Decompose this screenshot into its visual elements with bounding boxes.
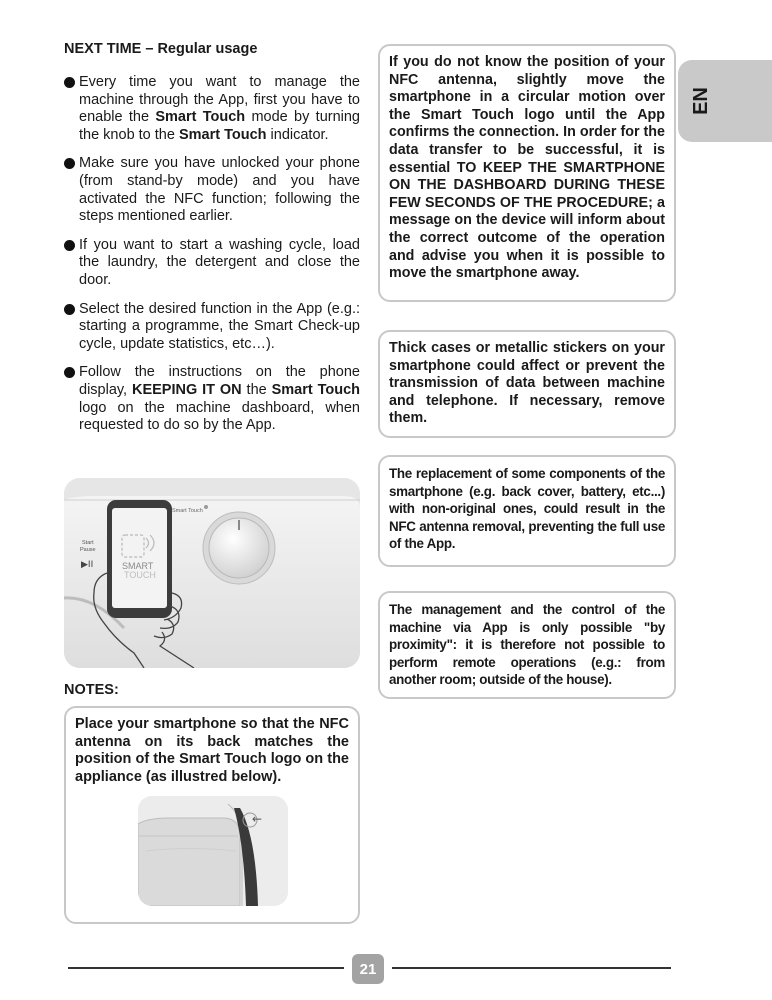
bullet-dot-icon (64, 237, 79, 290)
language-tab (678, 60, 772, 142)
info-box-text: The replacement of some components of the smartphone (e.g. back cover, battery, etc...) with non-original ones, could result in the NFC antenna removal, preventing the full use of the App. (389, 466, 665, 552)
arrow-icon: ← (252, 812, 263, 826)
bullet-text: Make sure you have unlocked your phone (from stand-by mode) and you have activated the NFC function; following the steps mentioned earlier. (79, 155, 360, 225)
bullet-dot-icon (64, 364, 79, 434)
bullet-item (64, 155, 360, 225)
section-heading: NEXT TIME – Regular usage (64, 41, 258, 57)
note-text: Place your smartphone so that the NFC antenna on its back matches the position of the Smart Touch logo on the appliance (as illustred below). (75, 716, 349, 785)
bullet-text: If you want to start a washing cycle, load the laundry, the detergent and close the door. (79, 236, 360, 288)
control-knob (203, 512, 275, 584)
info-box-antenna (378, 44, 676, 302)
usage-bullet-list (64, 74, 360, 446)
bullet-text: Every time you want to manage the machine through the App, first you have to enable the Smart Touch mode by turning the knob to the Smart Touch indicator. (79, 74, 360, 143)
language-label: EN (689, 87, 712, 115)
notes-title: NOTES: (64, 682, 119, 698)
info-box-replacement (378, 455, 676, 567)
bullet-item (64, 237, 360, 290)
info-box-cases (378, 330, 676, 438)
bullet-item (64, 301, 360, 354)
bullet-dot-icon (64, 301, 79, 354)
bullet-dot-icon (64, 74, 79, 144)
dashboard-phone-illustration (64, 478, 360, 668)
bullet-item (64, 74, 360, 144)
phone-smart-logo: SMART (122, 561, 154, 571)
smart-touch-label: Smart Touch (172, 508, 203, 514)
start-label: Start (82, 540, 94, 546)
info-box-text: Thick cases or metallic stickers on your smartphone could affect or prevent the transmission of data between machine and telephone. If necessary, remove them. (389, 340, 665, 427)
start-pause-button-icon: ▶II (81, 560, 94, 570)
info-box-text: If you do not know the position of your NFC antenna, slightly move the smartphone in a circular motion over the Smart Touch logo until the App confirms the connection. In order for the data transfer to be successful, it is essential TO KEEP THE SMARTPHONE ON THE DASHBOARD DURING THESE FEW SECONDS OF THE PROCEDURE; a message on the device will inform about the correct outcome of the operation and advise you when it is possible to move the smartphone away. (389, 54, 665, 282)
bullet-text: Follow the instructions on the phone display, KEEPING IT ON the Smart Touch logo on the machine dashboard, when requested to do so by the App. (79, 364, 360, 434)
bullet-item (64, 364, 360, 434)
bullet-dot-icon (64, 155, 79, 225)
info-box-proximity (378, 591, 676, 699)
antenna-position-illustration (138, 796, 288, 906)
page-number: 21 (352, 954, 384, 984)
note-box (64, 706, 360, 924)
footer-divider-left (68, 967, 344, 969)
info-box-text: The management and the control of the machine via App is only possible "by proximity": it is therefore not possible to perform remote operations (e.g.: from another room; outside of the house). (389, 602, 665, 688)
smartphone (107, 500, 172, 618)
pause-label: Pause (80, 547, 96, 553)
phone-touch-logo: TOUCH (124, 570, 156, 580)
footer-divider-right (392, 967, 671, 969)
bullet-text: Select the desired function in the App (e.g.: starting a programme, the Smart Check-up cycle, update statistics, etc…). (79, 300, 360, 352)
